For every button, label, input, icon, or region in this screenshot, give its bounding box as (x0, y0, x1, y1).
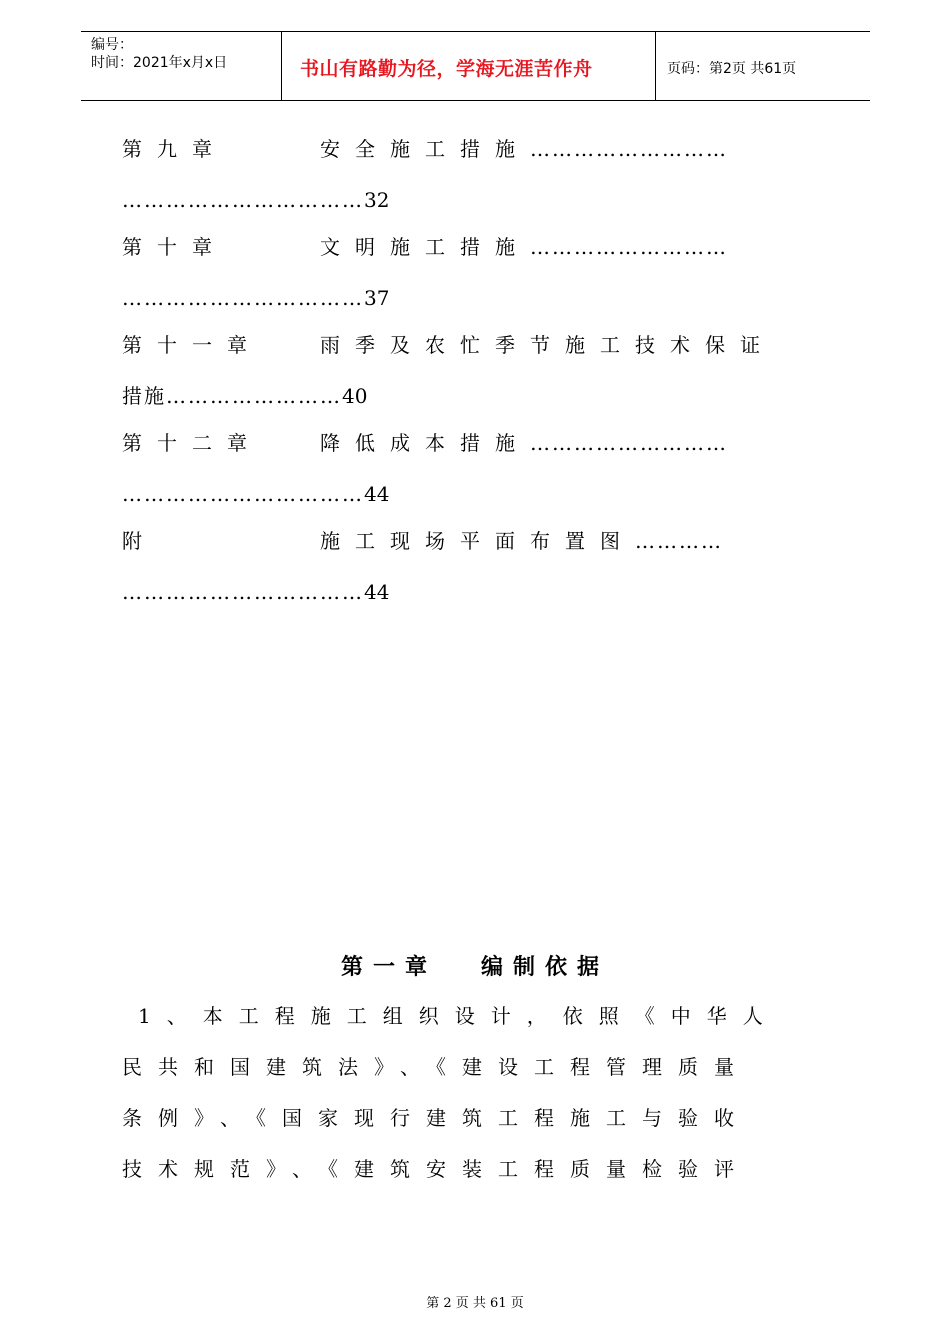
toc-chapter (122, 529, 157, 553)
toc-leader-dots: 措施…………………… (122, 384, 342, 408)
body-paragraph-line: 技术规范》、《建筑安装工程质量检验评 (122, 1157, 750, 1181)
chapter-heading (0, 955, 950, 981)
toc-title: 降低成本措施 (320, 431, 530, 455)
date-label: 时间：2021年x月x日 (91, 55, 228, 71)
toc-entry-line (320, 431, 728, 455)
toc-title: 雨季及农忙季节施工技术保证 (320, 333, 775, 357)
toc-title: 施工现场平面布置图 (320, 529, 635, 553)
toc-entry-line (320, 333, 775, 357)
toc-entry-continuation (122, 188, 389, 212)
header-page-info: 页码：第2页 共61页 (667, 61, 797, 77)
toc-page-number: 44 (364, 482, 390, 506)
toc-page-number: 44 (364, 580, 390, 604)
toc-leader-dots: ……………………… (530, 235, 728, 259)
header-motto: 书山有路勤为径，学海无涯苦作舟 (300, 58, 593, 80)
header-motto-cell (282, 32, 656, 100)
toc-leader-dots: …………………………… (122, 188, 364, 212)
page-header (81, 31, 870, 101)
toc-entry-continuation (122, 580, 389, 604)
toc-page-number: 37 (364, 286, 390, 310)
chapter-number: 第一章 (340, 955, 437, 980)
toc-entry-continuation (122, 384, 367, 408)
toc-title: 安全施工措施 (320, 137, 530, 161)
toc-leader-dots: …………………………… (122, 482, 364, 506)
toc-leader-dots: ……………………… (530, 431, 728, 455)
toc-chapter (122, 333, 262, 357)
toc-entry-continuation (122, 286, 389, 310)
toc-leader-dots: ……………………… (530, 137, 728, 161)
toc-entry-continuation (122, 482, 389, 506)
toc-leader-dots: …………………………… (122, 286, 364, 310)
toc-chapter-number: 第九章 (122, 137, 227, 161)
chapter-title: 编制依据 (481, 955, 610, 980)
body-paragraph-line: 民共和国建筑法》、《建设工程管理质量 (122, 1055, 750, 1079)
toc-page-number: 32 (364, 188, 390, 212)
toc-leader-dots: ………… (635, 529, 723, 553)
toc-chapter-number: 附 (122, 529, 157, 553)
toc-chapter-number: 第十章 (122, 235, 227, 259)
page-footer: 第 2 页 共 61 页 (426, 1296, 524, 1311)
number-label: 编号： (91, 37, 133, 53)
toc-entry-line (320, 137, 728, 161)
toc-title: 文明施工措施 (320, 235, 530, 259)
toc-chapter-number: 第十一章 (122, 333, 262, 357)
header-meta (81, 32, 282, 100)
toc-chapter (122, 235, 227, 259)
header-page-cell (656, 32, 870, 100)
toc-entry-line (320, 529, 723, 553)
toc-chapter-number: 第十二章 (122, 431, 262, 455)
body-paragraph-line: 1、本工程施工组织设计，依照《中华人 (138, 1004, 779, 1028)
toc-page-number: 40 (342, 384, 368, 408)
body-paragraph-line: 条例》、《国家现行建筑工程施工与验收 (122, 1106, 750, 1130)
toc-chapter (122, 137, 227, 161)
toc-chapter (122, 431, 262, 455)
toc-entry-line (320, 235, 728, 259)
toc-leader-dots: …………………………… (122, 580, 364, 604)
